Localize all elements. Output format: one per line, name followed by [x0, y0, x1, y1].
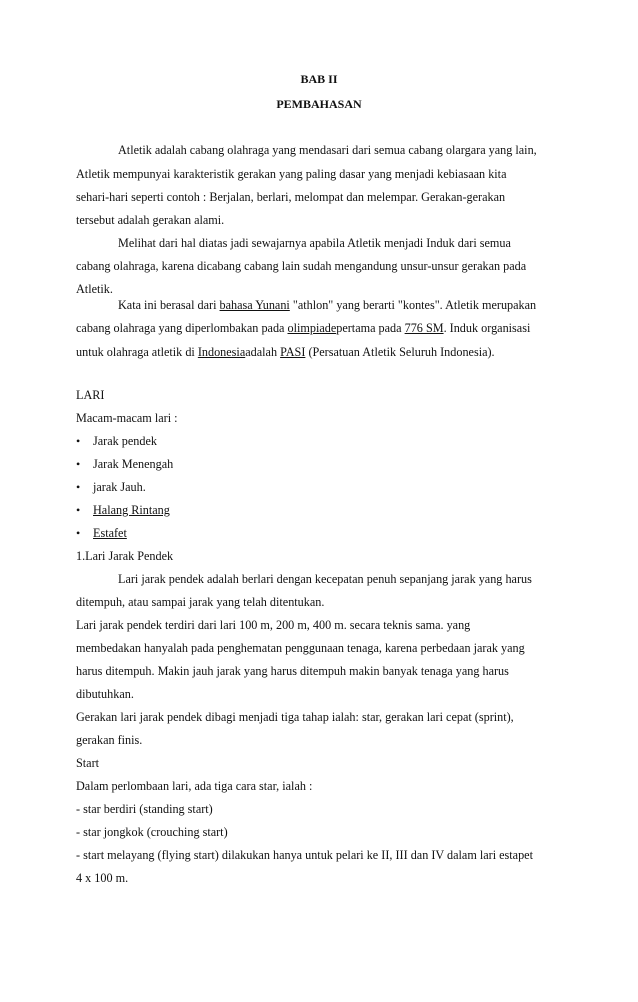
- paragraph-line: Atletik.: [76, 282, 113, 296]
- list-item-link[interactable]: [93, 503, 170, 517]
- text-span: untuk olahraga atletik di: [76, 345, 198, 359]
- paragraph-line: ditempuh, atau sampai jarak yang telah ditentukan.: [76, 595, 325, 609]
- paragraph-line: 4 x 100 m.: [76, 871, 129, 885]
- paragraph-line: Melihat dari hal diatas jadi sewajarnya apabila Atletik menjadi Induk dari semua: [118, 236, 511, 250]
- link-776-sm[interactable]: 776 SM: [404, 321, 444, 335]
- lari-heading: LARI: [76, 388, 105, 402]
- paragraph-line: Gerakan lari jarak pendek dibagi menjadi tiga tahap ialah: star, gerakan lari cepat (sprint),: [76, 710, 514, 724]
- paragraph-line: Atletik mempunyai karakteristik gerakan yang paling dasar yang menjadi kebiasaan kita: [76, 167, 507, 181]
- bullet-icon: •: [76, 457, 81, 471]
- paragraph-line: [76, 321, 530, 335]
- text-span: cabang olahraga yang diperlombakan pada: [76, 321, 288, 335]
- list-item: Jarak Menengah: [93, 457, 174, 471]
- link-estafet[interactable]: Estafet: [93, 526, 127, 540]
- text-span: . Induk organisasi: [443, 321, 531, 335]
- text-span: adalah: [245, 345, 281, 359]
- text-span: (Persatuan Atletik Seluruh Indonesia).: [305, 345, 495, 359]
- bullet-icon: •: [76, 526, 81, 540]
- link-olimpiade[interactable]: olimpiade: [287, 321, 337, 335]
- link-pasi[interactable]: PASI: [280, 345, 306, 359]
- paragraph-line: dibutuhkan.: [76, 687, 134, 701]
- paragraph-line: harus ditempuh. Makin jauh jarak yang harus ditempuh makin banyak tenaga yang harus: [76, 664, 509, 678]
- text-span: pertama pada: [336, 321, 405, 335]
- list-item: jarak Jauh.: [93, 480, 146, 494]
- link-indonesia[interactable]: Indonesia: [197, 345, 246, 359]
- paragraph-line: [76, 345, 495, 359]
- paragraph-line: gerakan finis.: [76, 733, 143, 747]
- paragraph-line: cabang olahraga, karena dicabang cabang lain sudah mengandung unsur-unsur gerakan pada: [76, 259, 527, 273]
- bullet-icon: •: [76, 503, 81, 517]
- bullet-icon: •: [76, 480, 81, 494]
- paragraph-line: - start melayang (flying start) dilakukan hanya untuk pelari ke II, III dan IV dalam lari estapet: [76, 848, 533, 862]
- bullet-icon: •: [76, 434, 81, 448]
- subheading-start: Start: [76, 756, 100, 770]
- text-span: "athlon" yang berarti "kontes". Atletik merupakan: [289, 298, 537, 312]
- paragraph-line: [118, 298, 536, 312]
- paragraph-line: Dalam perlombaan lari, ada tiga cara star, ialah :: [76, 779, 313, 793]
- paragraph-line: Atletik adalah cabang olahraga yang mendasari dari semua cabang olargara yang lain,: [118, 143, 537, 157]
- text-span: Kata ini berasal dari: [118, 298, 220, 312]
- link-bahasa-yunani[interactable]: bahasa Yunani: [219, 298, 290, 312]
- link-halang-rintang[interactable]: Halang Rintang: [93, 503, 170, 517]
- paragraph-line: Lari jarak pendek adalah berlari dengan kecepatan penuh sepanjang jarak yang harus: [118, 572, 532, 586]
- paragraph-line: - star jongkok (crouching start): [76, 825, 228, 839]
- section-heading: 1.Lari Jarak Pendek: [76, 549, 174, 563]
- paragraph-line: tersebut adalah gerakan alami.: [76, 213, 225, 227]
- chapter-title: BAB II: [300, 72, 338, 86]
- paragraph-line: membedakan hanyalah pada penghematan penggunaan tenaga, karena perbedaan jarak yang: [76, 641, 525, 655]
- paragraph-line: sehari-hari seperti contoh : Berjalan, berlari, melompat dan melempar. Gerakan-gerakan: [76, 190, 506, 204]
- paragraph-line: - star berdiri (standing start): [76, 802, 213, 816]
- section-title: PEMBAHASAN: [276, 97, 362, 111]
- list-item: Jarak pendek: [93, 434, 157, 448]
- paragraph-line: Lari jarak pendek terdiri dari lari 100 m, 200 m, 400 m. secara teknis sama. yang: [76, 618, 471, 632]
- lari-intro: Macam-macam lari :: [76, 411, 178, 425]
- list-item-link[interactable]: [93, 526, 127, 540]
